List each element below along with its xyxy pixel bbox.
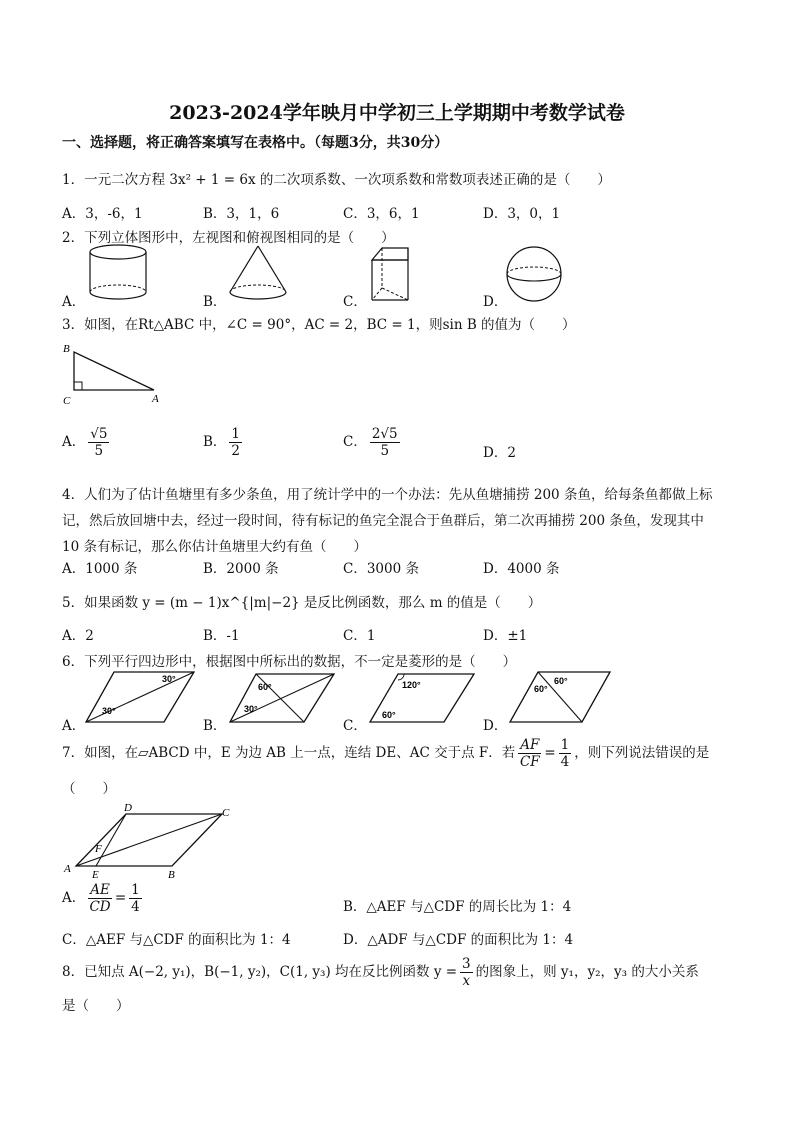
q7-stem-pre: 7．如图，在▱ABCD 中，E 为边 AB 上一点，连结 DE、AC 交于点 F．若 xyxy=(62,745,516,761)
q8-stem xyxy=(62,956,699,989)
cylinder-figure xyxy=(88,244,148,304)
q2-option-c: C． xyxy=(343,294,367,310)
q7-stem-post: ，则下列说法错误的是 xyxy=(574,745,710,761)
q6-option-b: B． xyxy=(203,718,227,734)
prism-figure xyxy=(368,244,418,304)
q1-option-a: A．3，-6，1 xyxy=(62,206,143,222)
q7-a-eq: = xyxy=(114,890,127,906)
q3-c-num: 2√5 xyxy=(371,426,398,442)
q7-option-c: C．△AEF 与△CDF 的面积比为 1：4 xyxy=(62,932,291,948)
q6-d-angle1: 60° xyxy=(554,676,568,686)
q4-line2: 记，然后放回塘中去，经过一段时间，待有标记的鱼完全混合于鱼群后，第二次再捕捞 200 条鱼，发现其中 xyxy=(62,513,704,529)
section-heading: 一、选择题，将正确答案填写在表格中。（每题3分，共30分） xyxy=(62,135,449,151)
q7-label-f: F xyxy=(95,843,102,855)
q4-line1: 4．人们为了估计鱼塘里有多少条鱼，用了统计学中的一个办法：先从鱼塘捕捞 200 条鱼，给每条鱼都做上标 xyxy=(62,487,713,503)
q2-option-b: B． xyxy=(203,294,227,310)
q7-a-den: CD xyxy=(89,899,111,915)
q6-a-angle2: 30° xyxy=(102,706,116,716)
q6-b-angle1: 60° xyxy=(258,682,272,692)
q2-option-d: D． xyxy=(483,294,508,310)
q7-frac-num: AF xyxy=(520,737,540,753)
q6-c-angle1: 120° xyxy=(402,680,421,690)
q7-label-b: B xyxy=(168,869,175,881)
q2-stem: 2．下列立体图形中，左视图和俯视图相同的是（ ） xyxy=(62,230,395,246)
q5-option-b: B．-1 xyxy=(203,628,240,644)
q1-option-b: B．3，1，6 xyxy=(203,206,280,222)
q8-frac-den: x xyxy=(462,973,471,989)
q7-val-den: 4 xyxy=(560,754,570,770)
q6-b-angle2: 30° xyxy=(244,704,258,714)
q4-option-a: A．1000 条 xyxy=(62,561,138,577)
q4-option-d: D．4000 条 xyxy=(483,561,560,577)
q3-label-c: C xyxy=(63,395,71,407)
sphere-figure xyxy=(506,246,564,304)
q7-label-d: D xyxy=(124,802,132,814)
q1-option-d: D．3，0，1 xyxy=(483,206,561,222)
q4-option-b: B．2000 条 xyxy=(203,561,279,577)
q6-option-c: C． xyxy=(343,718,367,734)
q5-stem: 5．如果函数 y = (m − 1)x^{|m|−2} 是反比例函数，那么 m 的值是（ ） xyxy=(62,595,542,611)
q6-c-angle2: 60° xyxy=(382,710,396,720)
q3-option-b xyxy=(203,426,245,459)
q8-stem-post: 的图象上，则 y₁，y₂，y₃ 的大小关系 xyxy=(475,964,699,980)
q3-c-label: C． xyxy=(343,434,367,450)
q3-c-den: 5 xyxy=(380,443,390,459)
q3-label-b: B xyxy=(63,343,70,355)
q6-d-angle2: 60° xyxy=(534,684,548,694)
q6-stem: 6．下列平行四边形中，根据图中所标出的数据，不一定是菱形的是（ ） xyxy=(62,654,517,670)
q4-line3: 10 条有标记，那么你估计鱼塘里大约有鱼（ ） xyxy=(62,539,367,555)
q5-option-d: D．±1 xyxy=(483,628,528,644)
q7-stem xyxy=(62,737,709,770)
q7-label-c: C xyxy=(222,807,230,819)
q3-option-d: D．2 xyxy=(483,445,516,461)
q3-a-num: √5 xyxy=(90,426,108,442)
q7-paren: （ ） xyxy=(62,781,116,797)
q3-b-label: B． xyxy=(203,434,227,450)
q6-parallelogram-b xyxy=(228,670,336,726)
q6-parallelogram-d xyxy=(508,670,612,726)
q3-stem: 3．如图，在Rt△ABC 中，∠C = 90°，AC = 2，BC = 1，则sin B 的值为（ ） xyxy=(62,317,576,333)
q3-a-label: A． xyxy=(62,434,86,450)
q3-label-a: A xyxy=(152,393,159,405)
q7-frac-den: CF xyxy=(519,754,540,770)
q6-option-a: A． xyxy=(62,718,86,734)
q3-option-c xyxy=(343,426,403,459)
q7-a-vden: 4 xyxy=(131,899,140,915)
q5-option-a: A．2 xyxy=(62,628,94,644)
q7-a-label: A． xyxy=(62,890,86,906)
q3-triangle-figure xyxy=(62,340,172,408)
q5-option-c: C．1 xyxy=(343,628,376,644)
q3-option-a xyxy=(62,426,112,459)
q6-parallelogram-a xyxy=(84,670,196,726)
q7-option-a xyxy=(62,882,145,915)
q7-val-num: 1 xyxy=(560,737,570,753)
page-title: 2023-2024学年映月中学初三上学期期中考数学试卷 xyxy=(169,102,625,124)
q6-option-d: D． xyxy=(483,718,508,734)
q3-b-num: 1 xyxy=(231,426,241,442)
q7-a-vnum: 1 xyxy=(131,882,140,898)
q7-label-e: E xyxy=(92,869,99,881)
q3-b-den: 2 xyxy=(231,443,241,459)
q7-a-num: AE xyxy=(90,882,110,898)
q7-eq: = xyxy=(544,745,556,761)
q7-option-b: B．△AEF 与△CDF 的周长比为 1：4 xyxy=(343,899,572,915)
q2-option-a: A． xyxy=(62,294,86,310)
q7-parallelogram-figure xyxy=(62,800,242,880)
q7-option-d: D．△ADF 与△CDF 的面积比为 1：4 xyxy=(343,932,574,948)
q8-stem-pre: 8．已知点 A(−2, y₁)，B(−1, y₂)，C(1, y₃) 均在反比例函数 y = xyxy=(62,964,458,980)
q8-line2: 是（ ） xyxy=(62,998,130,1014)
q1-option-c: C．3，6，1 xyxy=(343,206,420,222)
q6-a-angle1: 30° xyxy=(162,674,176,684)
q1-stem: 1．一元二次方程 3x² + 1 = 6x 的二次项系数、一次项系数和常数项表述正确的是（ ） xyxy=(62,172,611,188)
q3-a-den: 5 xyxy=(94,443,104,459)
q4-option-c: C．3000 条 xyxy=(343,561,419,577)
q8-frac-num: 3 xyxy=(462,956,471,972)
q7-label-a: A xyxy=(64,863,71,875)
q6-parallelogram-c xyxy=(368,670,476,726)
cone-figure xyxy=(228,244,288,304)
